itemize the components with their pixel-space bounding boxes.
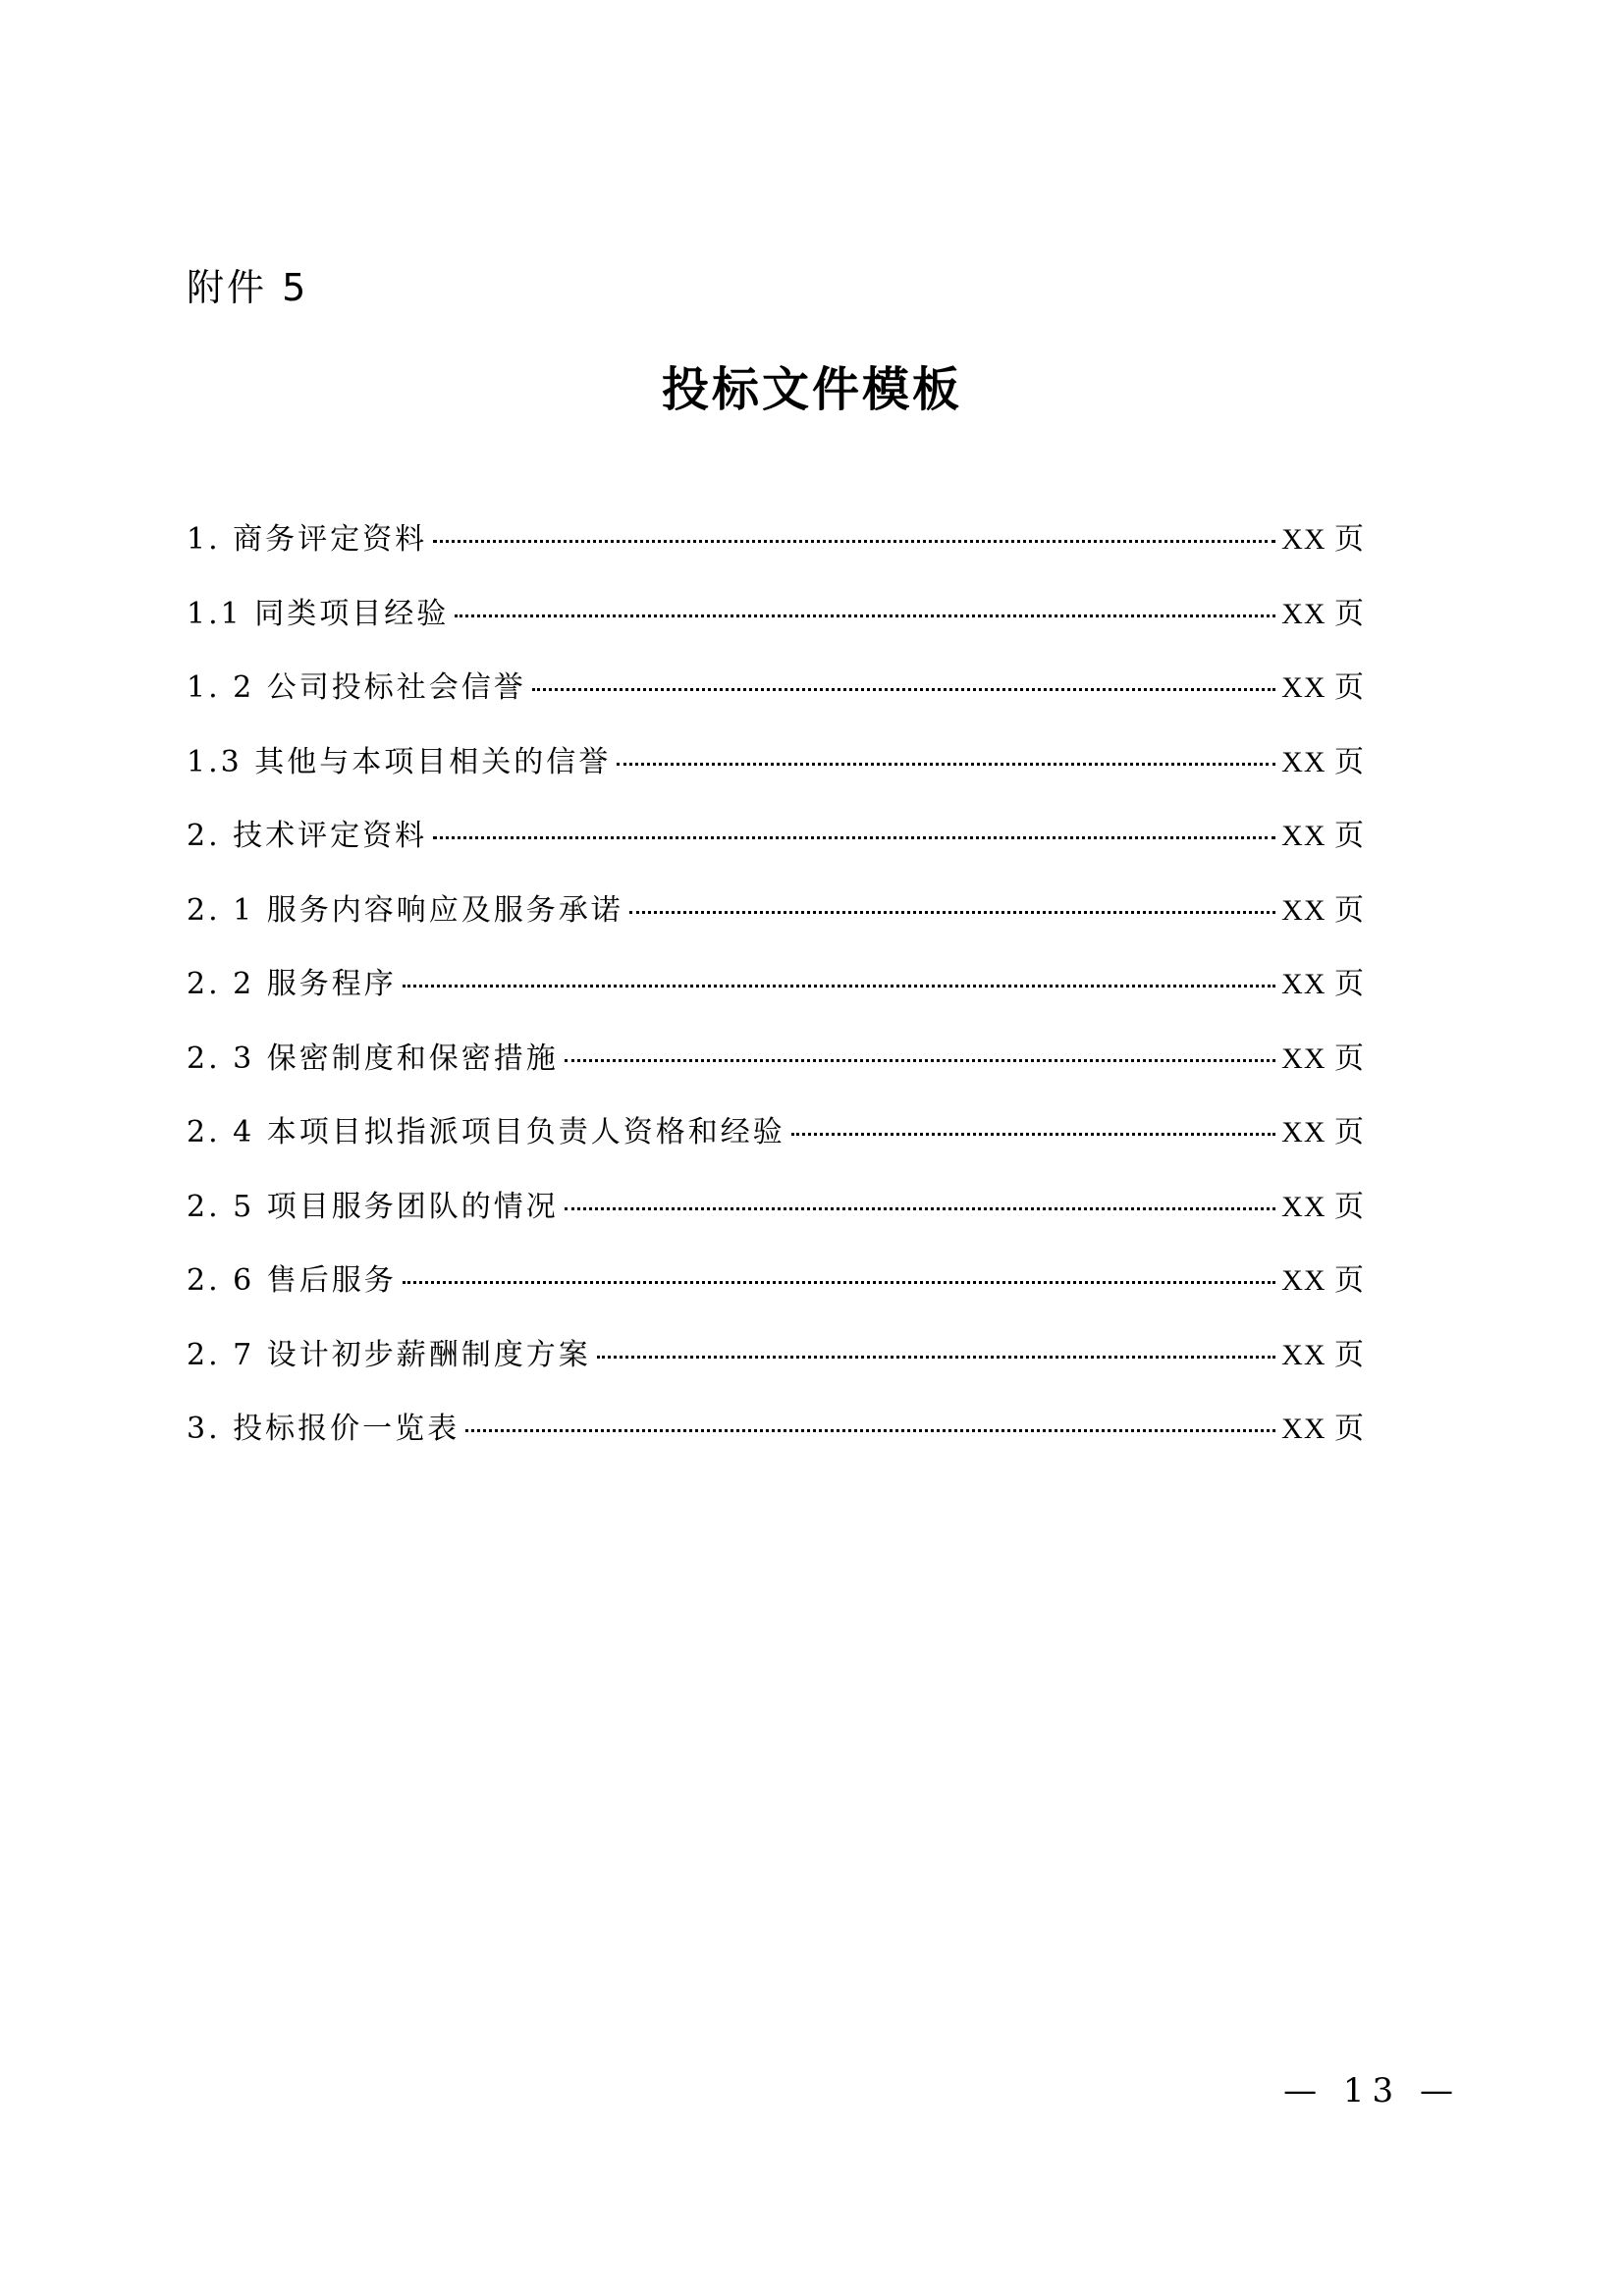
toc-leader-dots [617, 763, 1275, 766]
toc-leader-dots [455, 614, 1275, 617]
attachment-label: 附件 5 [187, 266, 309, 309]
toc-entry-page: XX 页 [1281, 745, 1365, 778]
toc-entry-page: XX 页 [1281, 1190, 1365, 1223]
toc-entry-3 [187, 1404, 1365, 1478]
toc-entry-2-6 [187, 1255, 1365, 1330]
toc-leader-dots [565, 1207, 1275, 1210]
page-number: — 13 — [1283, 2071, 1461, 2110]
toc-entry-label: 1. 2 公司投标社会信誉 [187, 670, 526, 705]
toc-entry-page: XX 页 [1281, 597, 1365, 630]
toc-entry-1-1 [187, 589, 1365, 664]
toc-entry-2-3 [187, 1034, 1365, 1108]
toc-entry-page: XX 页 [1281, 523, 1365, 556]
toc-entry-1 [187, 514, 1365, 589]
toc-entry-label: 2. 1 服务内容响应及服务承诺 [187, 892, 623, 928]
toc-leader-dots [532, 688, 1275, 691]
toc-entry-page: XX 页 [1281, 820, 1365, 852]
toc-entry-2-4 [187, 1107, 1365, 1182]
toc-entry-label: 2. 7 设计初步薪酬制度方案 [187, 1337, 591, 1372]
toc-leader-dots [465, 1429, 1275, 1432]
toc-entry-1-3 [187, 737, 1365, 812]
document-title: 投标文件模板 [661, 362, 962, 417]
toc-entry-2 [187, 811, 1365, 885]
toc-leader-dots [597, 1356, 1275, 1359]
toc-entry-page: XX 页 [1281, 1413, 1365, 1445]
toc-leader-dots [433, 540, 1275, 543]
toc-entry-page: XX 页 [1281, 671, 1365, 704]
toc-entry-label: 1.1 同类项目经验 [187, 596, 450, 631]
toc-entry-1-2 [187, 663, 1365, 737]
toc-entry-page: XX 页 [1281, 1338, 1365, 1371]
toc-entry-page: XX 页 [1281, 893, 1365, 927]
toc-entry-label: 1.3 其他与本项目相关的信誉 [187, 744, 612, 779]
toc-entry-label: 2. 6 售后服务 [187, 1263, 397, 1298]
toc-entry-2-7 [187, 1330, 1365, 1405]
toc-leader-dots [629, 911, 1275, 914]
toc-leader-dots [403, 1281, 1275, 1284]
toc-leader-dots [433, 836, 1275, 839]
toc-entry-2-1 [187, 885, 1365, 960]
table-of-contents [187, 514, 1365, 1478]
toc-entry-page: XX 页 [1281, 1116, 1365, 1148]
toc-entry-page: XX 页 [1281, 968, 1365, 1000]
toc-entry-2-5 [187, 1182, 1365, 1256]
toc-entry-2-2 [187, 959, 1365, 1034]
toc-entry-page: XX 页 [1281, 1041, 1365, 1075]
toc-leader-dots [403, 985, 1275, 988]
toc-entry-label: 2. 技术评定资料 [187, 819, 428, 853]
toc-leader-dots [791, 1133, 1275, 1136]
toc-entry-label: 3. 投标报价一览表 [187, 1412, 460, 1446]
toc-entry-label: 1. 商务评定资料 [187, 522, 428, 557]
toc-leader-dots [565, 1059, 1275, 1062]
toc-entry-label: 2. 2 服务程序 [187, 967, 397, 1001]
toc-entry-label: 2. 5 项目服务团队的情况 [187, 1189, 559, 1224]
toc-entry-label: 2. 3 保密制度和保密措施 [187, 1041, 559, 1076]
toc-entry-label: 2. 4 本项目拟指派项目负责人资格和经验 [187, 1115, 785, 1149]
toc-entry-page: XX 页 [1281, 1264, 1365, 1297]
